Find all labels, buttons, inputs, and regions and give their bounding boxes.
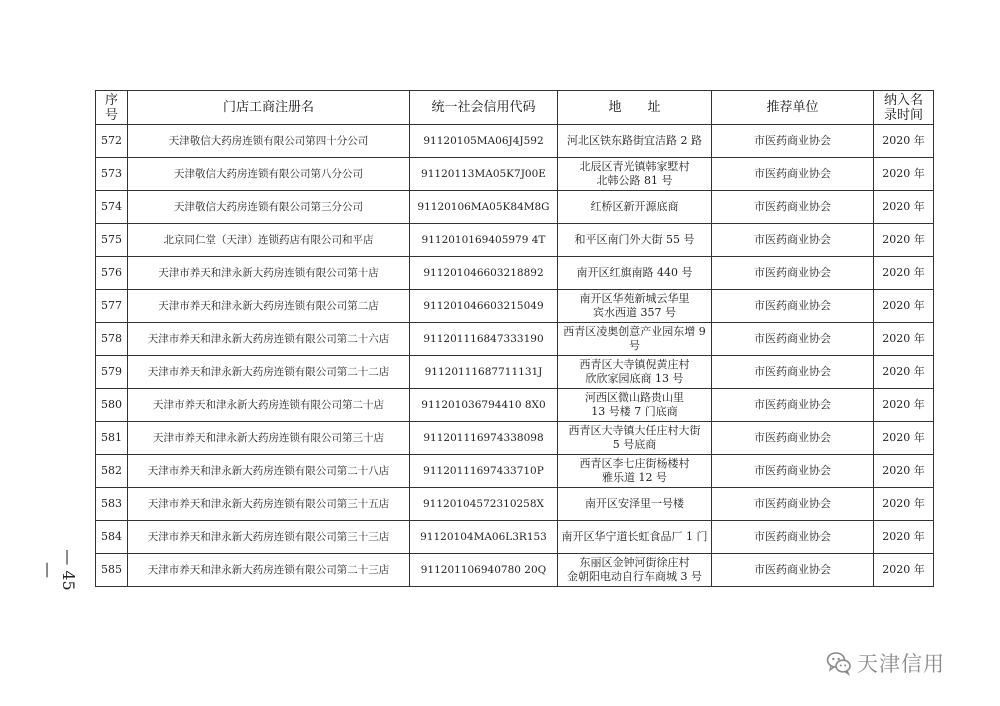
- cell-credit-code: 9112010169405979 4T: [410, 224, 558, 257]
- cell-store-name: 天津市养天和津永新大药房连锁有限公司第三十店: [128, 422, 410, 455]
- address-line: 西青区李七庄街杨楼村: [579, 457, 690, 470]
- cell-seq: 578: [96, 323, 128, 356]
- cell-listing-time: 2020 年: [874, 125, 934, 158]
- address-line: 南开区华宁道长虹食品厂 1 门: [561, 530, 708, 543]
- address-line: 和平区南门外大街 55 号: [574, 233, 695, 246]
- address-line: 西青区大寺镇倪黄庄村: [579, 358, 690, 371]
- cell-store-name: 天津市养天和津永新大药房连锁有限公司第二十店: [128, 389, 410, 422]
- cell-credit-code: 91120104MA06L3R153: [410, 521, 558, 554]
- cell-recommending-unit: 市医药商业协会: [712, 191, 874, 224]
- cell-recommending-unit: 市医药商业协会: [712, 356, 874, 389]
- cell-address: [558, 257, 712, 290]
- cell-store-name: 天津市养天和津永新大药房连锁有限公司第二十三店: [128, 554, 410, 587]
- address-line: 南开区安泽里一号楼: [585, 497, 684, 510]
- cell-listing-time: 2020 年: [874, 158, 934, 191]
- header-time: 纳入名 录时间: [874, 91, 934, 125]
- cell-seq: 580: [96, 389, 128, 422]
- cell-listing-time: 2020 年: [874, 488, 934, 521]
- cell-recommending-unit: 市医药商业协会: [712, 389, 874, 422]
- address-line: 北辰区青光镇韩家墅村: [579, 160, 690, 173]
- address-line: 南开区华苑新城云华里: [579, 292, 690, 305]
- cell-credit-code: 911201106940780 20Q: [410, 554, 558, 587]
- cell-recommending-unit: 市医药商业协会: [712, 455, 874, 488]
- cell-recommending-unit: 市医药商业协会: [712, 125, 874, 158]
- cell-recommending-unit: 市医药商业协会: [712, 257, 874, 290]
- address-line: 宾水西道 357 号: [593, 306, 676, 319]
- cell-recommending-unit: 市医药商业协会: [712, 488, 874, 521]
- address-line: 北韩公路 81 号: [596, 174, 673, 187]
- header-name: 门店工商注册名: [128, 91, 410, 125]
- cell-seq: 575: [96, 224, 128, 257]
- cell-listing-time: 2020 年: [874, 554, 934, 587]
- cell-listing-time: 2020 年: [874, 455, 934, 488]
- address-line: 雅乐道 12 号: [602, 471, 667, 484]
- address-line: 欣欣家园底商 13 号: [585, 372, 684, 385]
- cell-address: [558, 455, 712, 488]
- cell-address: [558, 356, 712, 389]
- cell-store-name: 天津敬信大药房连锁有限公司第三分公司: [128, 191, 410, 224]
- table-row: [96, 455, 934, 488]
- address-line: 河北区铁东路街宜洁路 2 路: [567, 134, 702, 147]
- cell-address: [558, 488, 712, 521]
- address-line: 西青区大寺镇大任庄村大街: [568, 424, 701, 437]
- header-address: 地 址: [558, 91, 712, 125]
- cell-credit-code: 91120104572310258X: [410, 488, 558, 521]
- cell-credit-code: 91120113MA05K7J00E: [410, 158, 558, 191]
- cell-seq: 585: [96, 554, 128, 587]
- cell-listing-time: 2020 年: [874, 521, 934, 554]
- table-header-row: [96, 91, 934, 125]
- cell-seq: 577: [96, 290, 128, 323]
- table-row: [96, 554, 934, 587]
- cell-address: [558, 422, 712, 455]
- cell-address: [558, 389, 712, 422]
- cell-listing-time: 2020 年: [874, 257, 934, 290]
- cell-address: [558, 521, 712, 554]
- cell-address: [558, 554, 712, 587]
- cell-listing-time: 2020 年: [874, 224, 934, 257]
- cell-recommending-unit: 市医药商业协会: [712, 224, 874, 257]
- cell-seq: 584: [96, 521, 128, 554]
- cell-address: [558, 158, 712, 191]
- cell-credit-code: 91120105MA06J4J592: [410, 125, 558, 158]
- address-line: 河西区微山路贵山里: [585, 391, 684, 404]
- cell-store-name: 天津市养天和津永新大药房连锁有限公司第二店: [128, 290, 410, 323]
- table-row: [96, 257, 934, 290]
- cell-address: [558, 323, 712, 356]
- table-row: [96, 158, 934, 191]
- cell-seq: 576: [96, 257, 128, 290]
- cell-credit-code: 911201116974338098: [410, 422, 558, 455]
- cell-credit-code: 91120111697433710P: [410, 455, 558, 488]
- header-unit: 推荐单位: [712, 91, 874, 125]
- cell-credit-code: 911201046603215049: [410, 290, 558, 323]
- table-row: [96, 389, 934, 422]
- cell-store-name: 天津市养天和津永新大药房连锁有限公司第三十三店: [128, 521, 410, 554]
- address-line: 5 号底商: [612, 438, 657, 451]
- cell-credit-code: 911201036794410 8X0: [410, 389, 558, 422]
- cell-store-name: 北京同仁堂（天津）连锁药店有限公司和平店: [128, 224, 410, 257]
- cell-seq: 581: [96, 422, 128, 455]
- cell-address: [558, 125, 712, 158]
- cell-recommending-unit: 市医药商业协会: [712, 290, 874, 323]
- cell-seq: 583: [96, 488, 128, 521]
- cell-listing-time: 2020 年: [874, 389, 934, 422]
- address-line: 东丽区金钟河街徐庄村: [579, 556, 690, 569]
- cell-recommending-unit: 市医药商业协会: [712, 554, 874, 587]
- cell-seq: 573: [96, 158, 128, 191]
- cell-seq: 582: [96, 455, 128, 488]
- table-row: [96, 290, 934, 323]
- address-line: 红桥区新开源底商: [590, 200, 679, 213]
- table-body: [96, 125, 934, 587]
- address-line: 南开区红旗南路 440 号: [576, 266, 693, 279]
- cell-recommending-unit: 市医药商业协会: [712, 323, 874, 356]
- watermark: [826, 648, 945, 678]
- table-row: [96, 356, 934, 389]
- cell-seq: 574: [96, 191, 128, 224]
- address-line: 13 号楼 7 门底商: [591, 405, 678, 418]
- cell-seq: 572: [96, 125, 128, 158]
- cell-recommending-unit: 市医药商业协会: [712, 521, 874, 554]
- registry-table: [95, 90, 934, 587]
- cell-store-name: 天津市养天和津永新大药房连锁有限公司第二十六店: [128, 323, 410, 356]
- cell-store-name: 天津市养天和津永新大药房连锁有限公司第十店: [128, 257, 410, 290]
- cell-credit-code: 91120111687711131J: [410, 356, 558, 389]
- cell-recommending-unit: 市医药商业协会: [712, 422, 874, 455]
- cell-listing-time: 2020 年: [874, 323, 934, 356]
- cell-store-name: 天津敬信大药房连锁有限公司第八分公司: [128, 158, 410, 191]
- table-row: [96, 488, 934, 521]
- cell-listing-time: 2020 年: [874, 191, 934, 224]
- watermark-text: 天津信用: [857, 652, 945, 676]
- cell-store-name: 天津市养天和津永新大药房连锁有限公司第三十五店: [128, 488, 410, 521]
- table-row: [96, 422, 934, 455]
- cell-seq: 579: [96, 356, 128, 389]
- table-row: [96, 323, 934, 356]
- cell-listing-time: 2020 年: [874, 356, 934, 389]
- cell-address: [558, 290, 712, 323]
- cell-store-name: 天津市养天和津永新大药房连锁有限公司第二十八店: [128, 455, 410, 488]
- address-line: 西青区凌奥创意产业园东增 9 号: [563, 325, 706, 352]
- address-line: 金朝阳电动自行车商城 3 号: [567, 570, 702, 583]
- table-row: [96, 125, 934, 158]
- table-row: [96, 521, 934, 554]
- table-row: [96, 191, 934, 224]
- cell-credit-code: 911201046603218892: [410, 257, 558, 290]
- cell-store-name: 天津敬信大药房连锁有限公司第四十分公司: [128, 125, 410, 158]
- page-number: — 45 —: [39, 549, 78, 591]
- cell-credit-code: 911201116847333190: [410, 323, 558, 356]
- cell-address: [558, 224, 712, 257]
- wechat-icon: [826, 650, 852, 676]
- cell-store-name: 天津市养天和津永新大药房连锁有限公司第二十二店: [128, 356, 410, 389]
- cell-listing-time: 2020 年: [874, 422, 934, 455]
- cell-recommending-unit: 市医药商业协会: [712, 158, 874, 191]
- cell-address: [558, 191, 712, 224]
- header-seq: 序 号: [96, 91, 128, 125]
- header-code: 统一社会信用代码: [410, 91, 558, 125]
- table-row: [96, 224, 934, 257]
- cell-listing-time: 2020 年: [874, 290, 934, 323]
- cell-credit-code: 91120106MA05K84M8G: [410, 191, 558, 224]
